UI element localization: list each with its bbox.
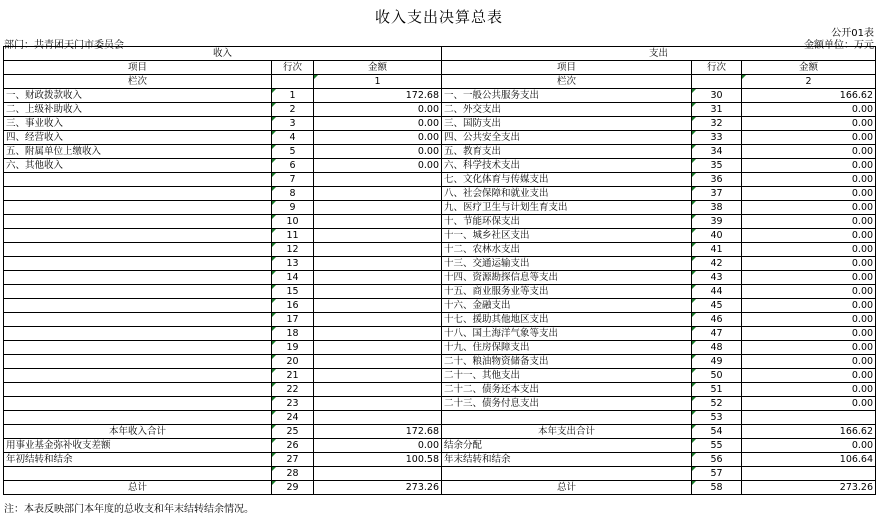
- table-row: [4, 145, 876, 159]
- expense-line-cell: 39: [692, 215, 742, 229]
- expense-item-cell: 十六、金融支出: [442, 299, 692, 313]
- expense-item-cell: 二十一、其他支出: [442, 369, 692, 383]
- expense-item-cell: 十、节能环保支出: [442, 215, 692, 229]
- expense-item-cell: 年末结转和结余: [442, 453, 692, 467]
- income-item-cell: [4, 467, 272, 481]
- expense-line-cell: 31: [692, 103, 742, 117]
- income-amount-cell: 0.00: [314, 103, 442, 117]
- income-amount-cell: [314, 327, 442, 341]
- expense-item-cell: 七、文化体育与传媒支出: [442, 173, 692, 187]
- income-line-header: 行次: [272, 61, 314, 75]
- income-line-cell: 3: [272, 117, 314, 131]
- table-row: [4, 439, 876, 453]
- income-item-cell: [4, 271, 272, 285]
- table-row: [4, 103, 876, 117]
- income-amount-cell: 273.26: [314, 481, 442, 495]
- income-amount-cell: [314, 243, 442, 257]
- expense-amount-header: 金额: [742, 61, 876, 75]
- expense-line-cell: 49: [692, 355, 742, 369]
- expense-item-cell: 一、一般公共服务支出: [442, 89, 692, 103]
- table-row: [4, 411, 876, 425]
- expense-item-cell: 四、公共安全支出: [442, 131, 692, 145]
- expense-item-cell: 十八、国土海洋气象等支出: [442, 327, 692, 341]
- expense-line-cell: 41: [692, 243, 742, 257]
- expense-line-cell: 32: [692, 117, 742, 131]
- column-header-row: [4, 61, 876, 75]
- table-row: [4, 229, 876, 243]
- expense-amount-cell: 0.00: [742, 117, 876, 131]
- expense-line-cell: 40: [692, 229, 742, 243]
- income-amount-cell: [314, 411, 442, 425]
- table-row: [4, 173, 876, 187]
- income-item-cell: [4, 313, 272, 327]
- expense-item-cell: 本年支出合计: [442, 425, 692, 439]
- table-row: [4, 131, 876, 145]
- income-item-cell: [4, 229, 272, 243]
- expense-line-cell: 36: [692, 173, 742, 187]
- income-line-cell: 11: [272, 229, 314, 243]
- income-line-cell: 24: [272, 411, 314, 425]
- table-row: [4, 285, 876, 299]
- income-item-cell: [4, 355, 272, 369]
- column-number-row: [4, 75, 876, 89]
- income-line-cell: 16: [272, 299, 314, 313]
- expense-amount-cell: 0.00: [742, 257, 876, 271]
- income-item-header: 项目: [4, 61, 272, 75]
- table-row: [4, 397, 876, 411]
- income-line-cell: 15: [272, 285, 314, 299]
- expense-line-blank: [692, 75, 742, 89]
- amount-unit: 金额单位：万元: [804, 40, 874, 51]
- expense-item-cell: 三、国防支出: [442, 117, 692, 131]
- expense-item-header: 项目: [442, 61, 692, 75]
- table-row: [4, 187, 876, 201]
- expense-amount-cell: 0.00: [742, 271, 876, 285]
- expense-line-cell: 52: [692, 397, 742, 411]
- expense-item-cell: 十七、援助其他地区支出: [442, 313, 692, 327]
- expense-item-cell: 二十二、债务还本支出: [442, 383, 692, 397]
- expense-line-header: 行次: [692, 61, 742, 75]
- income-line-cell: 8: [272, 187, 314, 201]
- income-line-cell: 4: [272, 131, 314, 145]
- expense-amount-cell: [742, 467, 876, 481]
- income-amount-cell: [314, 369, 442, 383]
- expense-amount-cell: 0.00: [742, 327, 876, 341]
- income-item-cell: [4, 243, 272, 257]
- expense-item-cell: 二十三、债务付息支出: [442, 397, 692, 411]
- income-line-cell: 27: [272, 453, 314, 467]
- expense-amount-cell: 0.00: [742, 229, 876, 243]
- expense-line-cell: 43: [692, 271, 742, 285]
- expense-item-cell: 结余分配: [442, 439, 692, 453]
- expense-line-cell: 35: [692, 159, 742, 173]
- expense-section-header: 支出: [442, 47, 876, 61]
- income-amount-cell: 0.00: [314, 117, 442, 131]
- expense-amount-cell: 0.00: [742, 215, 876, 229]
- expense-line-cell: 56: [692, 453, 742, 467]
- income-amount-cell: 0.00: [314, 145, 442, 159]
- table-row: [4, 341, 876, 355]
- income-amount-cell: [314, 313, 442, 327]
- income-item-cell: [4, 383, 272, 397]
- expense-amount-cell: 273.26: [742, 481, 876, 495]
- income-line-cell: 1: [272, 89, 314, 103]
- table-row: [4, 257, 876, 271]
- footnote: 注：本表反映部门本年度的总收支和年末结转结余情况。: [4, 504, 254, 515]
- expense-line-cell: 38: [692, 201, 742, 215]
- income-item-cell: [4, 397, 272, 411]
- table-row: [4, 299, 876, 313]
- income-line-cell: 23: [272, 397, 314, 411]
- income-item-cell: 六、其他收入: [4, 159, 272, 173]
- income-item-cell: 二、上级补助收入: [4, 103, 272, 117]
- income-amount-cell: [314, 201, 442, 215]
- income-amount-cell: 172.68: [314, 425, 442, 439]
- expense-amount-cell: [742, 411, 876, 425]
- income-item-cell: 四、经营收入: [4, 131, 272, 145]
- income-item-cell: [4, 285, 272, 299]
- department-label: 部门：共青团天门市委员会: [4, 40, 124, 51]
- expense-item-cell: 总计: [442, 481, 692, 495]
- table-row: [4, 271, 876, 285]
- income-line-cell: 2: [272, 103, 314, 117]
- expense-item-cell: 十二、农林水支出: [442, 243, 692, 257]
- income-item-cell: 用事业基金弥补收支差额: [4, 439, 272, 453]
- expense-line-cell: 44: [692, 285, 742, 299]
- income-amount-cell: [314, 187, 442, 201]
- report-title: 收入支出决算总表: [374, 8, 503, 26]
- form-code: 公开01表: [831, 28, 874, 39]
- expense-item-cell: 十九、住房保障支出: [442, 341, 692, 355]
- income-amount-cell: [314, 355, 442, 369]
- income-amount-cell: [314, 285, 442, 299]
- expense-line-cell: 46: [692, 313, 742, 327]
- income-amount-cell: [314, 383, 442, 397]
- income-item-cell: [4, 201, 272, 215]
- table-row: [4, 453, 876, 467]
- income-item-cell: [4, 257, 272, 271]
- expense-item-cell: 二、外交支出: [442, 103, 692, 117]
- income-item-cell: 五、附属单位上缴收入: [4, 145, 272, 159]
- expense-amount-cell: 0.00: [742, 313, 876, 327]
- income-item-cell: [4, 215, 272, 229]
- income-amount-cell: [314, 229, 442, 243]
- income-item-cell: [4, 327, 272, 341]
- table-row: [4, 89, 876, 103]
- table-row: [4, 481, 876, 495]
- expense-item-cell: 十三、交通运输支出: [442, 257, 692, 271]
- income-item-cell: 年初结转和结余: [4, 453, 272, 467]
- income-amount-cell: 0.00: [314, 131, 442, 145]
- income-line-cell: 14: [272, 271, 314, 285]
- expense-amount-cell: 0.00: [742, 439, 876, 453]
- income-line-cell: 29: [272, 481, 314, 495]
- expense-amount-cell: 0.00: [742, 131, 876, 145]
- expense-line-cell: 48: [692, 341, 742, 355]
- income-line-cell: 12: [272, 243, 314, 257]
- income-line-cell: 9: [272, 201, 314, 215]
- expense-line-cell: 30: [692, 89, 742, 103]
- income-item-cell: [4, 173, 272, 187]
- table-row: [4, 383, 876, 397]
- expense-line-cell: 42: [692, 257, 742, 271]
- income-amount-cell: [314, 173, 442, 187]
- expense-amount-cell: 0.00: [742, 383, 876, 397]
- expense-amount-cell: 0.00: [742, 397, 876, 411]
- expense-line-cell: 53: [692, 411, 742, 425]
- expense-line-cell: 58: [692, 481, 742, 495]
- income-line-cell: 13: [272, 257, 314, 271]
- expense-amount-cell: 0.00: [742, 103, 876, 117]
- expense-amount-cell: 0.00: [742, 173, 876, 187]
- expense-amount-cell: 0.00: [742, 299, 876, 313]
- income-item-cell: 本年收入合计: [4, 425, 272, 439]
- table-body: [4, 89, 876, 495]
- income-item-cell: 三、事业收入: [4, 117, 272, 131]
- expense-column-label: 栏次: [442, 75, 692, 89]
- income-item-cell: 总计: [4, 481, 272, 495]
- income-amount-cell: 0.00: [314, 159, 442, 173]
- expense-line-cell: 37: [692, 187, 742, 201]
- expense-item-cell: 八、社会保障和就业支出: [442, 187, 692, 201]
- expense-amount-cell: 106.64: [742, 453, 876, 467]
- expense-item-cell: [442, 467, 692, 481]
- expense-amount-cell: 0.00: [742, 159, 876, 173]
- income-line-cell: 19: [272, 341, 314, 355]
- expense-amount-cell: 166.62: [742, 89, 876, 103]
- expense-line-cell: 33: [692, 131, 742, 145]
- expense-item-cell: [442, 411, 692, 425]
- table-row: [4, 159, 876, 173]
- income-expense-table: [3, 46, 876, 495]
- income-line-cell: 22: [272, 383, 314, 397]
- expense-amount-cell: 0.00: [742, 285, 876, 299]
- income-line-cell: 10: [272, 215, 314, 229]
- expense-column-number: 2: [742, 75, 876, 89]
- expense-amount-cell: 0.00: [742, 341, 876, 355]
- table-row: [4, 369, 876, 383]
- expense-item-cell: 六、科学技术支出: [442, 159, 692, 173]
- income-line-cell: 17: [272, 313, 314, 327]
- table-row: [4, 327, 876, 341]
- table-row: [4, 313, 876, 327]
- expense-item-cell: 五、教育支出: [442, 145, 692, 159]
- expense-amount-cell: 0.00: [742, 355, 876, 369]
- income-item-cell: [4, 411, 272, 425]
- income-item-cell: [4, 299, 272, 313]
- table-row: [4, 201, 876, 215]
- income-amount-cell: 100.58: [314, 453, 442, 467]
- income-item-cell: [4, 341, 272, 355]
- expense-item-cell: 九、医疗卫生与计划生育支出: [442, 201, 692, 215]
- income-amount-cell: [314, 215, 442, 229]
- expense-item-cell: 十五、商业服务业等支出: [442, 285, 692, 299]
- income-line-cell: 7: [272, 173, 314, 187]
- table-row: [4, 425, 876, 439]
- expense-amount-cell: 0.00: [742, 369, 876, 383]
- income-amount-cell: [314, 271, 442, 285]
- income-line-blank: [272, 75, 314, 89]
- table-row: [4, 243, 876, 257]
- table-row: [4, 355, 876, 369]
- income-column-number: 1: [314, 75, 442, 89]
- income-column-label: 栏次: [4, 75, 272, 89]
- table-row: [4, 467, 876, 481]
- income-amount-cell: [314, 341, 442, 355]
- income-amount-header: 金额: [314, 61, 442, 75]
- expense-line-cell: 50: [692, 369, 742, 383]
- income-line-cell: 26: [272, 439, 314, 453]
- expense-item-cell: 十一、城乡社区支出: [442, 229, 692, 243]
- expense-line-cell: 45: [692, 299, 742, 313]
- section-header-row: [4, 47, 876, 61]
- expense-line-cell: 47: [692, 327, 742, 341]
- income-amount-cell: [314, 299, 442, 313]
- expense-amount-cell: 0.00: [742, 201, 876, 215]
- income-amount-cell: 172.68: [314, 89, 442, 103]
- income-line-cell: 25: [272, 425, 314, 439]
- expense-amount-cell: 0.00: [742, 243, 876, 257]
- income-section-header: 收入: [4, 47, 442, 61]
- income-line-cell: 5: [272, 145, 314, 159]
- expense-line-cell: 57: [692, 467, 742, 481]
- income-line-cell: 18: [272, 327, 314, 341]
- income-line-cell: 6: [272, 159, 314, 173]
- income-amount-cell: [314, 257, 442, 271]
- income-item-cell: [4, 187, 272, 201]
- expense-amount-cell: 166.62: [742, 425, 876, 439]
- expense-line-cell: 34: [692, 145, 742, 159]
- expense-line-cell: 54: [692, 425, 742, 439]
- expense-amount-cell: 0.00: [742, 145, 876, 159]
- income-line-cell: 21: [272, 369, 314, 383]
- expense-amount-cell: 0.00: [742, 187, 876, 201]
- income-amount-cell: 0.00: [314, 439, 442, 453]
- income-line-cell: 20: [272, 355, 314, 369]
- income-amount-cell: [314, 397, 442, 411]
- income-amount-cell: [314, 467, 442, 481]
- expense-line-cell: 51: [692, 383, 742, 397]
- expense-line-cell: 55: [692, 439, 742, 453]
- income-item-cell: 一、财政拨款收入: [4, 89, 272, 103]
- expense-item-cell: 十四、资源勘探信息等支出: [442, 271, 692, 285]
- table-row: [4, 215, 876, 229]
- income-line-cell: 28: [272, 467, 314, 481]
- table-row: [4, 117, 876, 131]
- expense-item-cell: 二十、粮油物资储备支出: [442, 355, 692, 369]
- income-item-cell: [4, 369, 272, 383]
